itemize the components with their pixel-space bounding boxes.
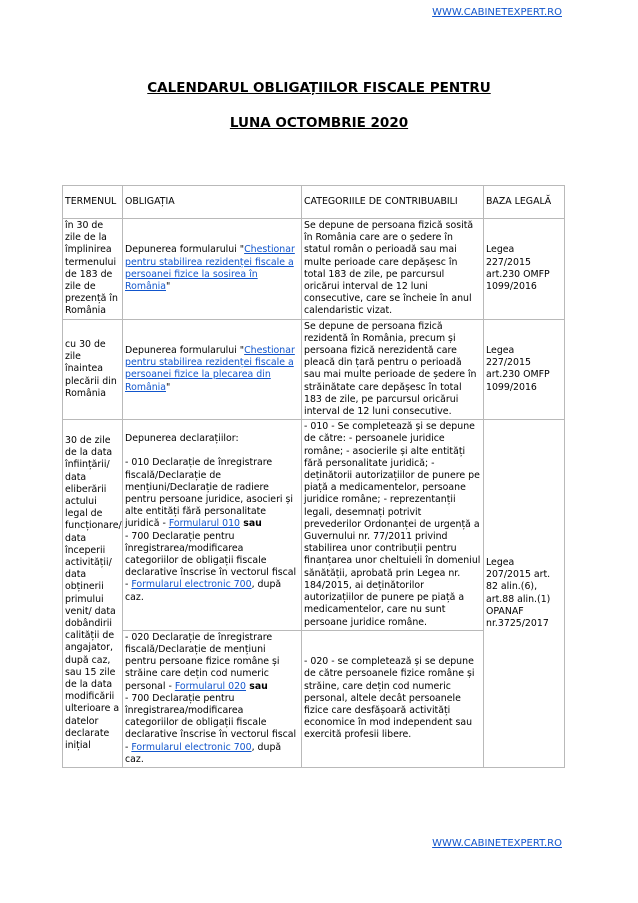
- table-row: [63, 319, 565, 420]
- document-subtitle: LUNA OCTOMBRIE 2020: [229, 115, 409, 131]
- form-700-link[interactable]: Formularul electronic 700: [131, 741, 252, 753]
- text: - 700 Declarație pentru înregistrarea/modificarea categoriilor de obligații fiscale declarative înscrise în vectorul fiscal -: [125, 692, 297, 753]
- form-700-link[interactable]: Formularul electronic 700: [131, 579, 252, 591]
- text-suffix: , după caz.: [125, 741, 282, 765]
- declaratii-heading: Depunerea declarațiilor:: [125, 433, 239, 445]
- text: - 010 Declarație de înregistrare fiscală/Declarație de mențiuni/Declarație de radiere pentru persoane juridice, asocieri și alte entități fără personalitate juridică -: [125, 457, 294, 530]
- cell-obligatia: [123, 319, 302, 420]
- text-or: sau: [240, 518, 262, 530]
- fiscal-calendar-table: [62, 185, 565, 768]
- declaratie-010: [125, 457, 299, 530]
- table-header-row: [63, 186, 565, 219]
- text-prefix: Depunerea formularului ": [125, 345, 245, 357]
- site-link-top[interactable]: WWW.CABINETEXPERT.RO: [432, 7, 562, 18]
- header-termen: TERMENUL: [63, 186, 123, 219]
- table-row: [63, 219, 565, 320]
- text: - 700 Declarație pentru înregistrarea/modificarea categoriilor de obligații fiscale declarative înscrise în vectorul fiscal -: [125, 530, 297, 591]
- cell-categorii: Se depune de persoana fizică rezidentă în România, precum și persoana fizică nerezidentă care pleacă din țară pentru o perioadă sau mai multe perioade de ședere în străinătate care depășesc în total 183 de zile, pe parcursul oricărui interval de 12 luni consecutive.: [302, 319, 484, 420]
- cell-baza: Legea 227/2015 art.230 OMFP 1099/2016: [484, 219, 565, 320]
- declaratie-020: [125, 632, 299, 693]
- form-010-link[interactable]: Formularul 010: [168, 518, 240, 530]
- cell-obligatia: [123, 219, 302, 320]
- text: - 020 Declarație de înregistrare fiscală/Declarație de mențiuni pentru persoane fizice române și străine care dețin cod numeric personal -: [125, 631, 280, 692]
- header-obligatia: OBLIGAȚIA: [123, 186, 302, 219]
- cell-obligatia: [123, 630, 302, 767]
- site-link-bottom[interactable]: WWW.CABINETEXPERT.RO: [432, 838, 562, 849]
- cell-baza: Legea 207/2015 art. 82 alin.(6), art.88 alin.(1) OPANAF nr.3725/2017: [484, 420, 565, 768]
- text-suffix: ": [166, 281, 171, 293]
- text-suffix: ": [166, 381, 171, 393]
- document-title: CALENDARUL OBLIGAȚIILOR FISCALE PENTRU: [147, 80, 491, 96]
- cell-termen: 30 de zile de la data înființării/ data eliberării actului legal de funcționare/ data începerii activității/ data obținerii primului venit/ data dobândirii calității de angajator, după caz, sau 15 zile de la data modificării ulterioare a datelor declarate inițial: [63, 420, 123, 768]
- cell-baza: Legea 227/2015 art.230 OMFP 1099/2016: [484, 319, 565, 420]
- text-suffix: , după caz.: [125, 579, 282, 603]
- header-categorii: CATEGORIILE DE CONTRIBUABILI: [302, 186, 484, 219]
- table-row: [63, 420, 565, 630]
- text-or: sau: [246, 680, 268, 692]
- cell-categorii-010: - 010 - Se completează și se depune de către: - persoanele juridice române; - asocierile și alte entități fără personalitate juridică; - deținătorii autorizațiilor de punere pe piață a medicamentelor, persoane juridice române; - reprezentanții legali, desemnați potrivit prevederilor Ordonanței de urgență a Guvernului nr. 77/2011 privind stabilirea unor contribuții pentru finanțarea unor cheltuieli în domeniul sănătății, aprobată prin Legea nr. 184/2015, ai deținătorilor autorizațiilor de punere pe piață a medicamentelor, care nu sunt persoane juridice române.: [302, 420, 484, 630]
- form-020-link[interactable]: Formularul 020: [174, 680, 247, 692]
- header-baza: BAZA LEGALĂ: [484, 186, 565, 219]
- form-link[interactable]: Chestionar pentru stabilirea rezidenței fiscale a persoanei fizice la sosirea în România: [125, 244, 295, 293]
- text-prefix: Depunerea formularului ": [125, 244, 245, 256]
- declaratie-700: [125, 531, 299, 604]
- cell-categorii-020: - 020 - se completează și se depune de către persoanele fizice române și străine, care dețin cod numeric personal, altele decât persoanele fizice care desfășoară activități economice în mod independent sau exercită profesii libere.: [302, 630, 484, 767]
- cell-obligatia: [123, 420, 302, 630]
- cell-categorii: Se depune de persoana fizică sosită în România care are o ședere în statul român o perioadă sau mai multe perioade care depășesc în total 183 de zile, pe parcursul oricărui interval de 12 luni consecutive, care se încheie în anul calendaristic vizat.: [302, 219, 484, 320]
- form-link[interactable]: Chestionar pentru stabilirea rezidenței fiscale a persoanei fizice la plecarea din România: [125, 345, 295, 393]
- cell-termen: cu 30 de zile înaintea plecării din România: [63, 319, 123, 420]
- declaratie-700: [125, 693, 299, 766]
- cell-termen: în 30 de zile de la împlinirea termenului de 183 de zile de prezență în România: [63, 219, 123, 320]
